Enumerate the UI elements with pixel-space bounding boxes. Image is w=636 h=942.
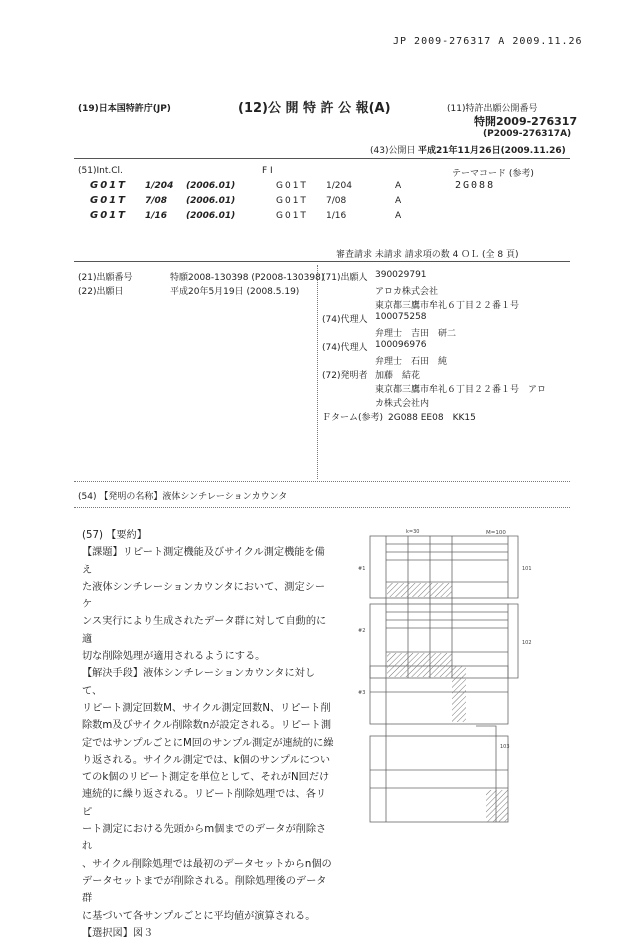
bracket-102 (508, 604, 518, 678)
fi-type: A (395, 181, 402, 191)
application-date: 平成20年5月19日 (2008.5.19) (170, 287, 300, 297)
fi-type: A (395, 196, 402, 206)
abstract-line: 【解決手段】液体シンチレーションカウンタに対して、 (82, 668, 316, 697)
fi-group: 1/16 (326, 211, 347, 221)
figure-set-label-2: #2 (358, 628, 366, 634)
abstract-line: てのk個のリピート測定を単位として、それがN回だけ (82, 772, 330, 784)
agent1-label: (74)代理人 (322, 315, 368, 325)
fi-class: G01T (276, 196, 308, 206)
deleted-data-area (387, 583, 452, 597)
abstract-line: 【課題】リピート測定機能及びサイクル測定機能を備え (82, 547, 325, 576)
fi-label: F I (262, 166, 273, 176)
status-divider (74, 261, 570, 262)
publication-number: 特開2009-276317 (474, 115, 578, 128)
invention-title: (54) 【発明の名称】液体シンチレーションカウンタ (78, 492, 288, 502)
publication-date: 平成21年11月26日(2009.11.26) (418, 146, 566, 156)
figure-set-label-3: #3 (358, 690, 366, 696)
publication-date-label: (43)公開日 (370, 146, 416, 156)
figure-set-label-1: #1 (358, 566, 366, 572)
application-date-label: (22)出願日 (78, 287, 124, 297)
abstract-line: データセットまでが削除される。削除処理後のデータ群 (82, 875, 327, 905)
patent-office: (19)日本国特許庁(JP) (78, 104, 171, 114)
publication-number-label: (11)特許出願公開番号 (447, 104, 538, 114)
fterm-codes: 2G088 EE08 KK15 (388, 413, 476, 423)
abstract-line: 、サイクル削除処理では最初のデータセットからn個の (82, 858, 332, 870)
abstract-line: リピート測定回数M、サイクル測定回数N、リピート削 (82, 702, 331, 714)
inventor-address-line2: カ株式会社内 (375, 399, 430, 409)
intcl-group: 1/204 (145, 181, 174, 191)
abstract-line: 定ではサンプルごとにM回のサンプル測定が連続的に繰 (82, 737, 334, 749)
examination-status: 審査請求 未請求 請求項の数 4 ＯＬ (全 8 頁) (336, 250, 519, 260)
figure-ref-101: 101 (522, 566, 532, 572)
abstract-line: り返される。サイクル測定では、k個のサンプルについ (82, 754, 331, 766)
fi-class: G01T (276, 181, 308, 191)
agent1-name: 弁理士 吉田 研二 (375, 329, 457, 339)
agent2-id: 100096976 (375, 340, 427, 350)
agent2-label: (74)代理人 (322, 343, 368, 353)
figure-ref-103: 103 (500, 744, 510, 750)
intcl-class: G01T (90, 210, 127, 221)
figure-ref-102: 102 (522, 640, 532, 646)
theme-code: 2G088 (455, 180, 496, 191)
bracket-101 (508, 536, 518, 598)
intcl-class: G01T (90, 195, 127, 206)
intcl-label: (51)Int.Cl. (78, 166, 123, 176)
agent2-name: 弁理士 石田 純 (375, 357, 448, 367)
inventor-name: 加藤 結花 (375, 371, 421, 381)
intcl-version: (2006.01) (186, 181, 236, 191)
title-divider (74, 507, 570, 508)
bib-column-divider (317, 265, 318, 479)
deleted-data-area (387, 653, 452, 677)
abstract-line: 切な削除処理が適用されるようにする。 (82, 651, 266, 663)
application-number-label: (21)出願番号 (78, 273, 133, 283)
intcl-group: 7/08 (145, 196, 168, 206)
applicant-label: (71)出願人 (322, 273, 368, 283)
abstract-line: た液体シンチレーションカウンタにおいて、測定シーケ (82, 581, 326, 611)
fi-group: 7/08 (326, 196, 347, 206)
applicant-name: アロカ株式会社 (375, 287, 439, 297)
abstract-line: 除数m及びサイクル削除数nが設定される。リピート測 (82, 720, 332, 732)
intcl-class: G01T (90, 180, 127, 191)
document-type: (12)公 開 特 許 公 報(A) (238, 101, 391, 116)
inventor-label: (72)発明者 (322, 371, 368, 381)
fterm-label: Ｆターム(参考) (322, 413, 384, 423)
bib-divider (74, 481, 570, 482)
applicant-id: 390029791 (375, 270, 427, 280)
deleted-data-area (486, 790, 508, 822)
figure-label-k: k=30 (406, 529, 420, 535)
fi-class: G01T (276, 211, 308, 221)
abstract-label: (57) 【要約】 (82, 530, 147, 541)
intcl-version: (2006.01) (186, 211, 236, 221)
selected-figure (336, 526, 620, 828)
application-number: 特願2008-130398 (P2008-130398) (170, 273, 325, 283)
theme-code-label: テーマコード (参考) (452, 169, 534, 179)
intcl-version: (2006.01) (186, 196, 236, 206)
deleted-data-area (452, 666, 466, 722)
fi-group: 1/204 (326, 181, 352, 191)
applicant-address: 東京都三鷹市牟礼６丁目２２番１号 (375, 301, 520, 311)
publication-reference: JP 2009-276317 A 2009.11.26 (393, 36, 583, 47)
figure-label-m: M=100 (486, 530, 506, 536)
intcl-group: 1/16 (145, 211, 168, 221)
abstract (82, 527, 334, 942)
agent1-id: 100075258 (375, 312, 427, 322)
abstract-line: ンス実行により生成されたデータ群に対して自動的に適 (82, 616, 327, 645)
abstract-line: 連続的に繰り返される。リピート削除処理では、各リピ (82, 789, 327, 818)
header-divider (74, 158, 570, 159)
abstract-line: 【選択図】図３ (82, 927, 154, 939)
publication-number-alt: (P2009-276317A) (483, 129, 572, 139)
fi-type: A (395, 211, 402, 221)
inventor-address-line1: 東京都三鷹市牟礼６丁目２２番１号 アロ (375, 385, 547, 395)
abstract-line: に基づいて各サンプルごとに平均値が演算される。 (82, 910, 316, 922)
abstract-line: ート測定における先頭からm個までのデータが削除され (82, 824, 327, 853)
